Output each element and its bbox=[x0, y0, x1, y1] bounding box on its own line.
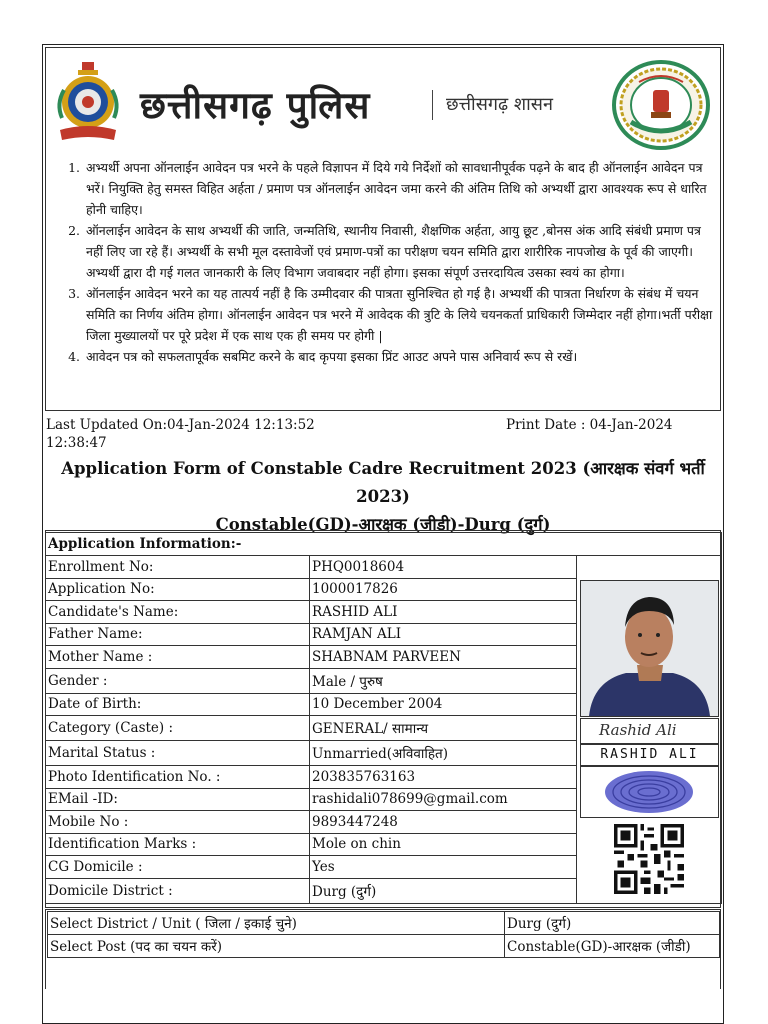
last-updated: Last Updated On:04-Jan-2024 12:13:52 12:38:47 bbox=[46, 417, 315, 451]
title-divider bbox=[432, 90, 433, 120]
post-value: Constable(GD)-आरक्षक (जीडी) bbox=[505, 935, 720, 958]
field-label: Candidate's Name: bbox=[46, 601, 310, 624]
qr-code-icon bbox=[614, 824, 684, 894]
field-label: Category (Caste) : bbox=[46, 716, 310, 741]
field-value: 1000017826 bbox=[310, 578, 577, 601]
field-value: PHQ0018604 bbox=[310, 556, 577, 579]
field-value: Unmarried(अविवाहित) bbox=[310, 741, 577, 766]
field-label: Marital Status : bbox=[46, 741, 310, 766]
field-label: Mother Name : bbox=[46, 646, 310, 669]
field-label: EMail -ID: bbox=[46, 788, 310, 811]
field-label: Mobile No : bbox=[46, 811, 310, 834]
field-label: Application No: bbox=[46, 578, 310, 601]
field-value: Yes bbox=[310, 856, 577, 879]
table-row bbox=[48, 912, 720, 935]
email-value: rashidali078699@gmail.com bbox=[310, 788, 577, 811]
photo-column-top bbox=[577, 556, 722, 579]
cg-police-emblem-icon bbox=[52, 60, 124, 146]
post-selection-table bbox=[47, 911, 720, 958]
instruction-item: 4. आवेदन पत्र को सफलतापूर्वक सबमिट करने के बाद कृपया इसका प्रिंट आउट अपने पास अनिवार्य रूप से रखें। bbox=[84, 346, 716, 367]
instructions-list bbox=[52, 157, 716, 367]
field-label: CG Domicile : bbox=[46, 856, 310, 879]
field-value: Durg (दुर्ग) bbox=[310, 878, 577, 903]
instruction-item: 2. ऑनलाईन आवेदन के साथ अभ्यर्थी की जाति, जन्मतिथि, स्थानीय निवासी, शैक्षणिक अर्हता, आयु छूट ,बोनस अंक आदि संबंधी प्रमाण पत्र नहीं लिए जा रहे हैं। अभ्यर्थी के सभी मूल दस्तावेजों एवं प्रमाण-पत्रों का परीक्षण चयन समिति द्वारा शारीरिक नापजोख के पूर्व की जाएगी। अभ्यर्थी द्वारा दी गई गलत जानकारी के लिए विभाग जवाबदार नहीं होगा। इसका संपूर्ण उत्तरदायित्व उसका स्वयं का होगा। bbox=[84, 220, 716, 283]
field-label: Father Name: bbox=[46, 623, 310, 646]
district-value: Durg (दुर्ग) bbox=[505, 912, 720, 935]
print-date: Print Date : 04-Jan-2024 bbox=[506, 417, 673, 433]
instruction-item: 3. ऑनलाईन आवेदन भरने का यह तात्पर्य नहीं है कि उम्मीदवार की पात्रता सुनिश्चित हो गई है। अभ्यर्थी की पात्रता निर्धारण के संबंध में चयन समिति का निर्णय अंतिम होगा। ऑनलाईन आवेदन पत्र भरने में आवेदक की त्रुटि के लिये चयनकर्ता प्राधिकारी जिम्मेदार नहीं होगा।भर्ती परीक्षा जिला मुख्यालयों पर पूरे प्रदेश में एक साथ एक ही समय पर होगी | bbox=[84, 283, 716, 346]
thumb-impression-icon bbox=[580, 766, 719, 818]
field-label: Gender : bbox=[46, 668, 310, 693]
field-label: Photo Identification No. : bbox=[46, 766, 310, 789]
meta-row bbox=[45, 414, 721, 454]
table-row bbox=[46, 556, 722, 579]
field-label: Identification Marks : bbox=[46, 833, 310, 856]
district-label: Select District / Unit ( जिला / इकाई चुने) bbox=[48, 912, 505, 935]
form-title-line1: Application Form of Constable Cadre Recruitment 2023 (आरक्षक संवर्ग भर्ती 2023) bbox=[61, 459, 705, 506]
field-label: Enrollment No: bbox=[46, 556, 310, 579]
field-value: 9893447248 bbox=[310, 811, 577, 834]
cg-government-seal-icon bbox=[611, 60, 711, 150]
instruction-item: 1. अभ्यर्थी अपना ऑनलाईन आवेदन पत्र भरने के पहले विज्ञापन में दिये गये निर्देशों को सावधानीपूर्वक पढ़ने के बाद ही ऑनलाईन आवेदन पत्र भरें। नियुक्ति हेतु समस्त विहित अर्हता / प्रमाण पत्र ऑनलाईन आवेदन जमा करने की अंतिम तिथि को अभ्यर्थी द्वारा आवश्यक रूप से धारित होनी चाहिए। bbox=[84, 157, 716, 220]
field-label: Date of Birth: bbox=[46, 693, 310, 716]
field-label: Domicile District : bbox=[46, 878, 310, 903]
field-value: 10 December 2004 bbox=[310, 693, 577, 716]
table-row bbox=[48, 935, 720, 958]
field-value: Mole on chin bbox=[310, 833, 577, 856]
post-label: Select Post (पद का चयन करें) bbox=[48, 935, 505, 958]
field-value: RASHID ALI bbox=[310, 601, 577, 624]
field-value: GENERAL/ सामान्य bbox=[310, 716, 577, 741]
photo-panel bbox=[579, 580, 719, 900]
field-value: Male / पुरुष bbox=[310, 668, 577, 693]
government-label: छत्तीसगढ़ शासन bbox=[446, 94, 553, 115]
handwritten-name: RASHID ALI bbox=[580, 744, 719, 766]
field-value: 203835763163 bbox=[310, 766, 577, 789]
signature: Rashid Ali bbox=[580, 718, 719, 744]
section-heading: Application Information:- bbox=[46, 533, 722, 556]
candidate-photo-icon bbox=[580, 580, 719, 717]
page-title: छत्तीसगढ़ पुलिस bbox=[140, 83, 371, 127]
form-title bbox=[45, 455, 721, 539]
field-value: RAMJAN ALI bbox=[310, 623, 577, 646]
form-title-line2: Constable(GD)-आरक्षक (जीडी)-Durg (दुर्ग) bbox=[215, 515, 551, 534]
field-value: SHABNAM PARVEEN bbox=[310, 646, 577, 669]
